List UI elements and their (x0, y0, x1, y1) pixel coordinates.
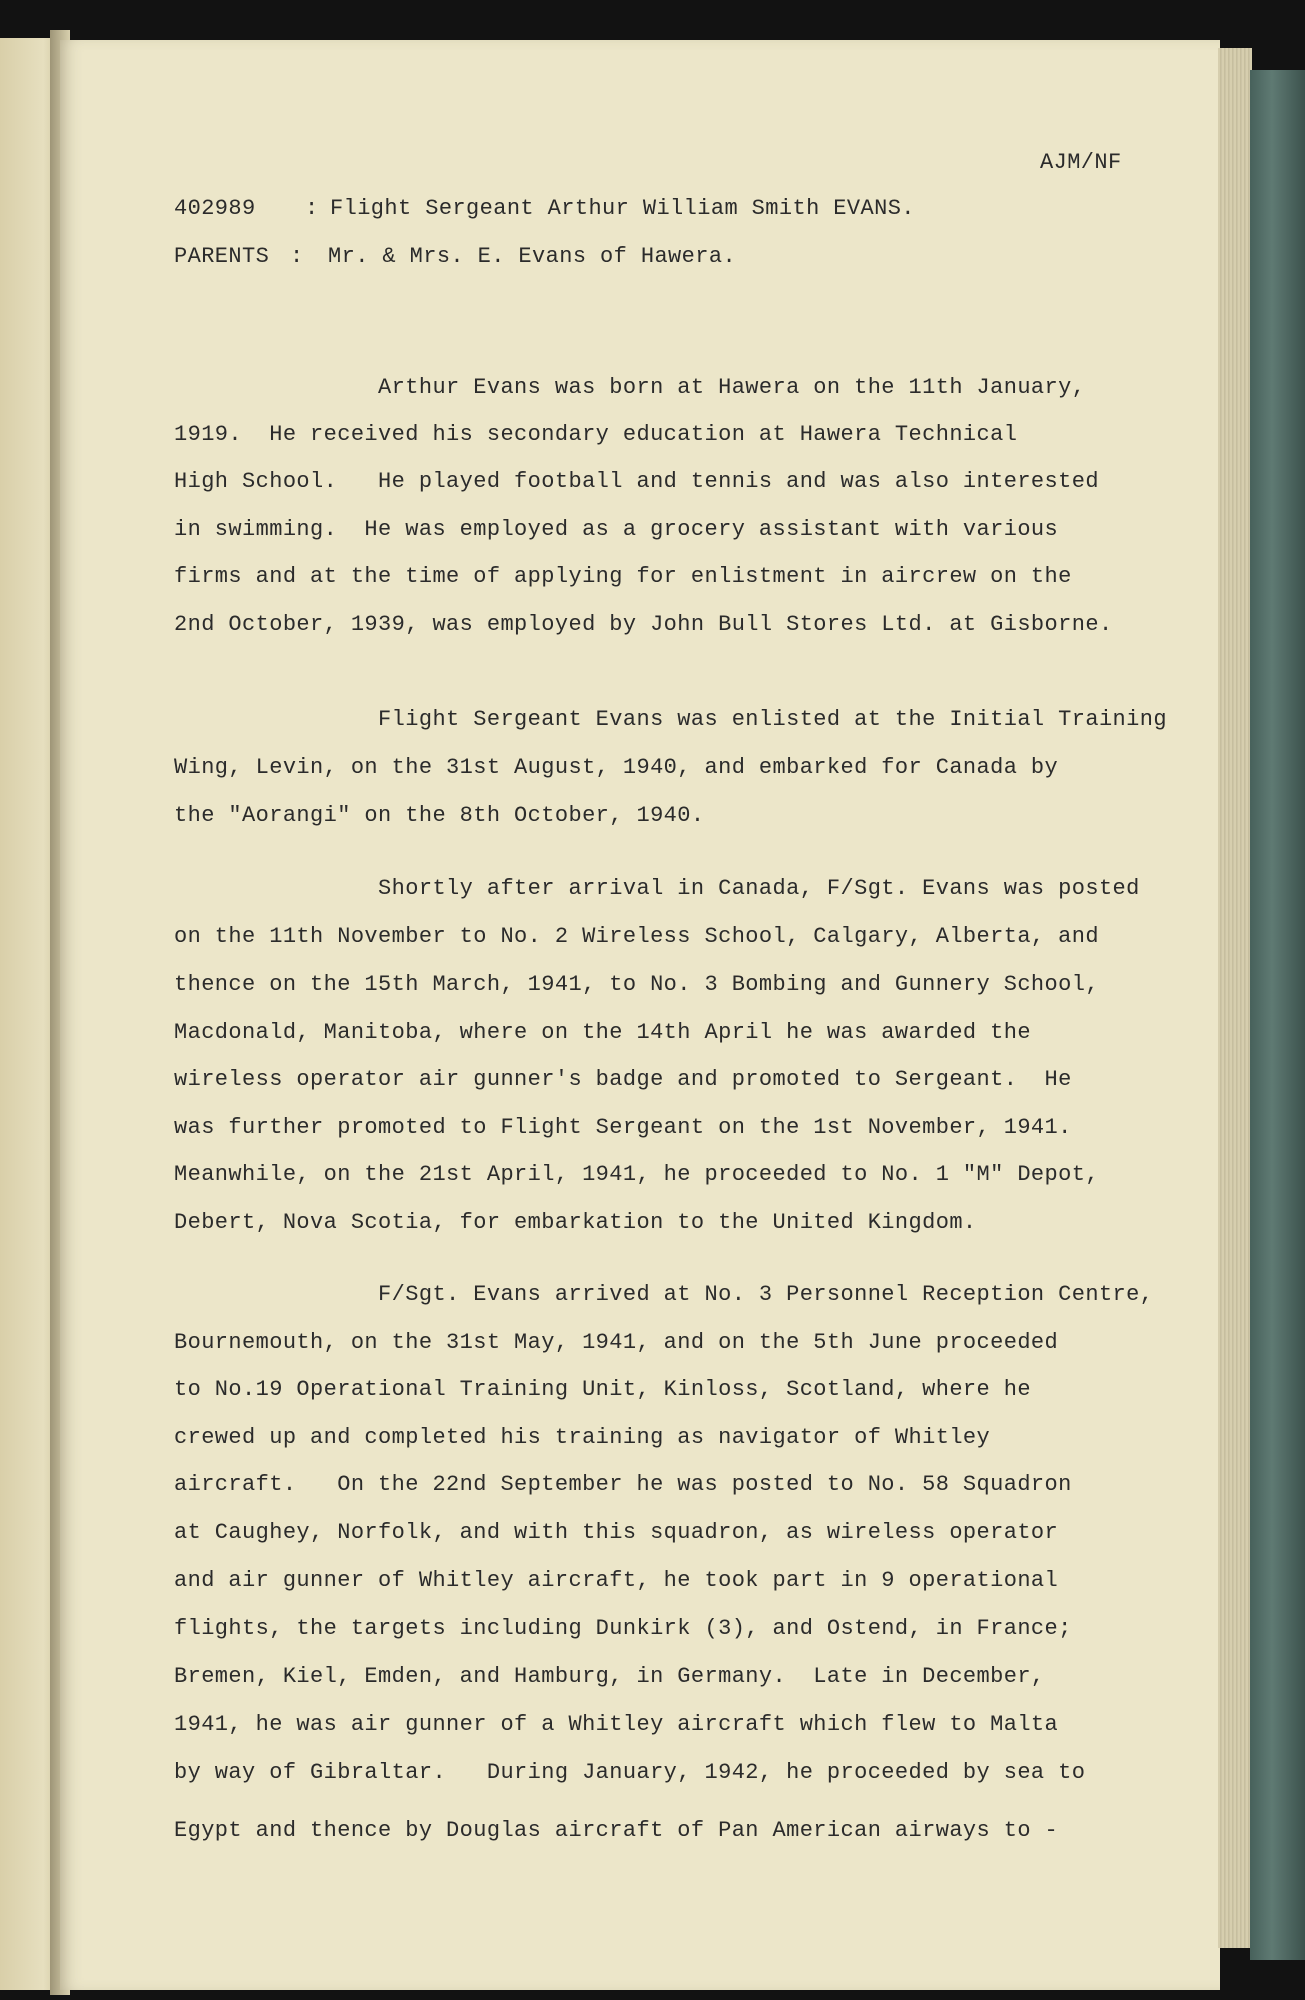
parents-value: Mr. & Mrs. E. Evans of Hawera. (328, 244, 737, 269)
document-page (60, 40, 1220, 1990)
text-line: to No.19 Operational Training Unit, Kinloss, Scotland, where he (174, 1377, 1031, 1402)
text-line: Debert, Nova Scotia, for embarkation to the United Kingdom. (174, 1210, 977, 1235)
text-line: Meanwhile, on the 21st April, 1941, he proceeded to No. 1 "M" Depot, (174, 1162, 1099, 1187)
text-line: the "Aorangi" on the 8th October, 1940. (174, 803, 705, 828)
text-line: by way of Gibraltar. During January, 1942, he proceeded by sea to (174, 1760, 1086, 1785)
reference-code: AJM/NF (1040, 150, 1122, 175)
airman-name: Flight Sergeant Arthur William Smith EVANS. (330, 196, 915, 221)
service-number: 402989 (174, 196, 256, 221)
text-line: crewed up and completed his training as navigator of Whitley (174, 1425, 991, 1450)
text-line: Shortly after arrival in Canada, F/Sgt. Evans was posted (174, 876, 1140, 901)
text-line: wireless operator air gunner's badge and promoted to Sergeant. He (174, 1067, 1072, 1092)
parents-colon: : (290, 244, 304, 269)
text-line: Bremen, Kiel, Emden, and Hamburg, in Germany. Late in December, (174, 1664, 1045, 1689)
text-line: High School. He played football and tennis and was also interested (174, 469, 1099, 494)
parents-label: PARENTS (174, 244, 270, 269)
text-line: on the 11th November to No. 2 Wireless School, Calgary, Alberta, and (174, 924, 1099, 949)
text-line: at Caughey, Norfolk, and with this squadron, as wireless operator (174, 1520, 1059, 1545)
page-stack-edges (1218, 48, 1252, 1948)
text-line: Egypt and thence by Douglas aircraft of Pan American airways to - (174, 1818, 1059, 1843)
text-line: in swimming. He was employed as a grocery assistant with various (174, 517, 1059, 542)
text-line: thence on the 15th March, 1941, to No. 3 Bombing and Gunnery School, (174, 972, 1099, 997)
text-line: F/Sgt. Evans arrived at No. 3 Personnel Reception Centre, (174, 1282, 1154, 1307)
text-line: aircraft. On the 22nd September he was posted to No. 58 Squadron (174, 1472, 1072, 1497)
text-line: Flight Sergeant Evans was enlisted at the Initial Training (174, 707, 1167, 732)
text-line: 1919. He received his secondary education at Hawera Technical (174, 422, 1018, 447)
text-line: firms and at the time of applying for enlistment in aircrew on the (174, 564, 1072, 589)
header-colon: : (305, 196, 319, 221)
book-cover (1250, 70, 1305, 1960)
text-line: was further promoted to Flight Sergeant on the 1st November, 1941. (174, 1115, 1072, 1140)
text-line: Macdonald, Manitoba, where on the 14th April he was awarded the (174, 1020, 1031, 1045)
text-line: Arthur Evans was born at Hawera on the 11th January, (174, 375, 1086, 400)
text-line: and air gunner of Whitley aircraft, he took part in 9 operational (174, 1568, 1059, 1593)
text-line: Bournemouth, on the 31st May, 1941, and on the 5th June proceeded (174, 1330, 1059, 1355)
text-line: flights, the targets including Dunkirk (3), and Ostend, in France; (174, 1616, 1072, 1641)
text-line: 2nd October, 1939, was employed by John Bull Stores Ltd. at Gisborne. (174, 612, 1113, 637)
text-line: 1941, he was air gunner of a Whitley aircraft which flew to Malta (174, 1712, 1059, 1737)
text-line: Wing, Levin, on the 31st August, 1940, and embarked for Canada by (174, 755, 1059, 780)
